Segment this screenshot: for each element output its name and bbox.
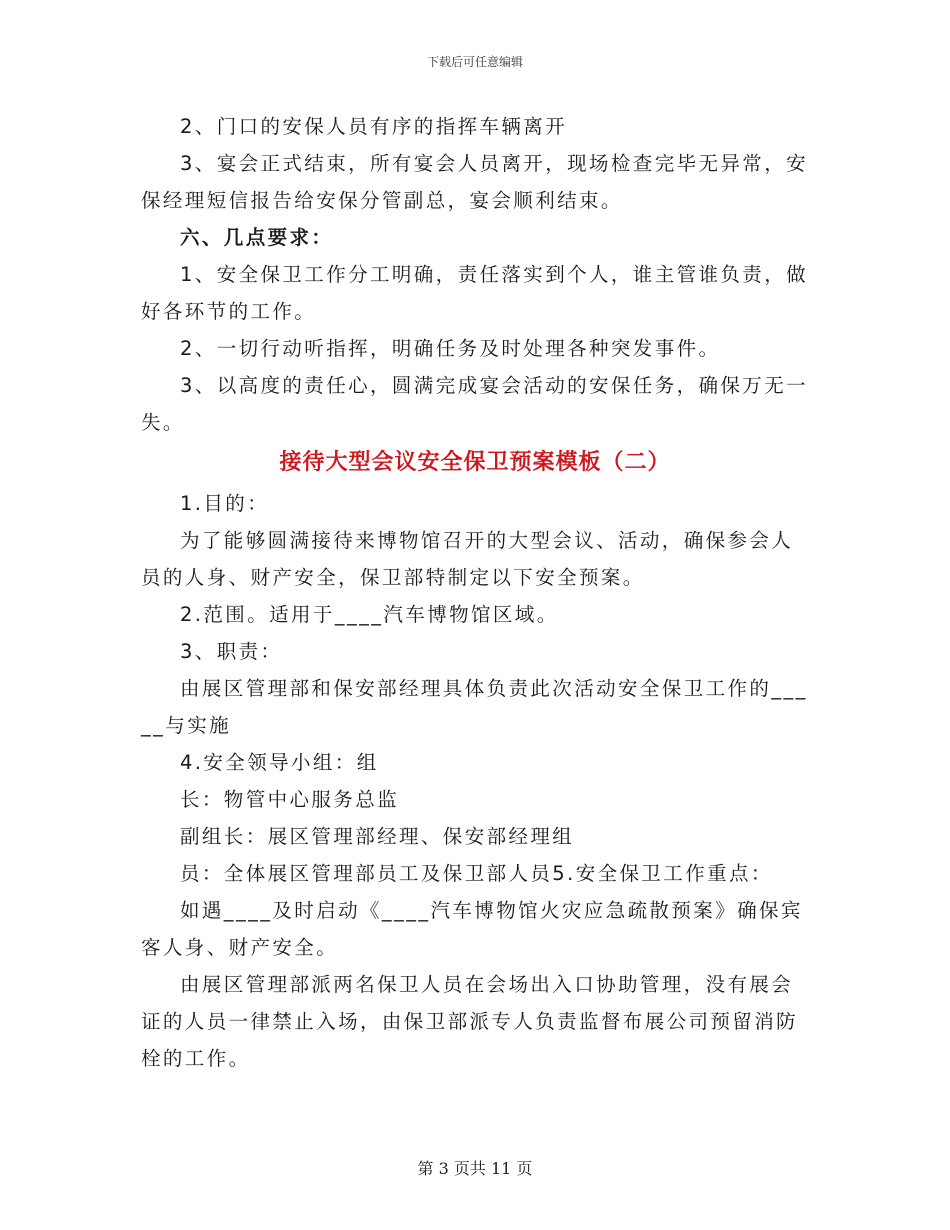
paragraph-group-leader: 长：物管中心服务总监: [180, 788, 400, 811]
paragraph-members: 员：全体展区管理部员工及保卫部人员5.安全保卫工作重点：: [180, 862, 773, 885]
paragraph-requirement-3: 3、以高度的责任心，圆满完成宴会活动的安保任务，确保万无一失。: [141, 374, 809, 434]
document-title: 接待大型会议安全保卫预案模板（二）: [279, 450, 671, 475]
section-heading-requirements: 六、几点要求：: [180, 226, 334, 249]
page-header: 下载后可任意编辑: [426, 55, 523, 69]
paragraph-leadership-group: 4.安全领导小组：组: [180, 751, 379, 774]
paragraph-banquet-end: 3、宴会正式结束，所有宴会人员离开，现场检查完毕无异常，安保经理短信报告给安保分管副总，宴会顺利结束。: [141, 152, 809, 212]
paragraph-purpose: 为了能够圆满接待来博物馆召开的大型会议、活动，确保参会人员的人身、财产安全，保卫部特制定以下安全预案。: [141, 529, 794, 589]
page-footer: 第 3 页共 11 页: [417, 1159, 533, 1178]
paragraph-purpose-heading: 1.目的：: [180, 492, 270, 515]
paragraph-requirement-1: 1、安全保卫工作分工明确，责任落实到个人，谁主管谁负责，做好各环节的工作。: [141, 263, 809, 323]
paragraph-exit-vehicles: 2、门口的安保人员有序的指挥车辆离开: [180, 115, 568, 138]
paragraph-scope: 2.范围。适用于____汽车博物馆区域。: [180, 603, 559, 626]
document-body: [141, 108, 809, 1077]
paragraph-duties-heading: 3、职责：: [180, 640, 283, 663]
paragraph-duties: 由展区管理部和保安部经理具体负责此次活动安全保卫工作的_____与实施: [141, 677, 808, 737]
paragraph-deputy-leader: 副组长：展区管理部经理、保安部经理组: [180, 825, 575, 848]
paragraph-emergency: 如遇____及时启动《____汽车博物馆火灾应急疏散预案》确保宾客人身、财产安全。: [141, 899, 803, 959]
paragraph-entrance-management: 由展区管理部派两名保卫人员在会场出入口协助管理，没有展会证的人员一律禁止入场，由保卫部派专人负责监督布展公司预留消防栓的工作。: [141, 973, 799, 1070]
paragraph-requirement-2: 2、一切行动听指挥，明确任务及时处理各种突发事件。: [180, 337, 721, 360]
